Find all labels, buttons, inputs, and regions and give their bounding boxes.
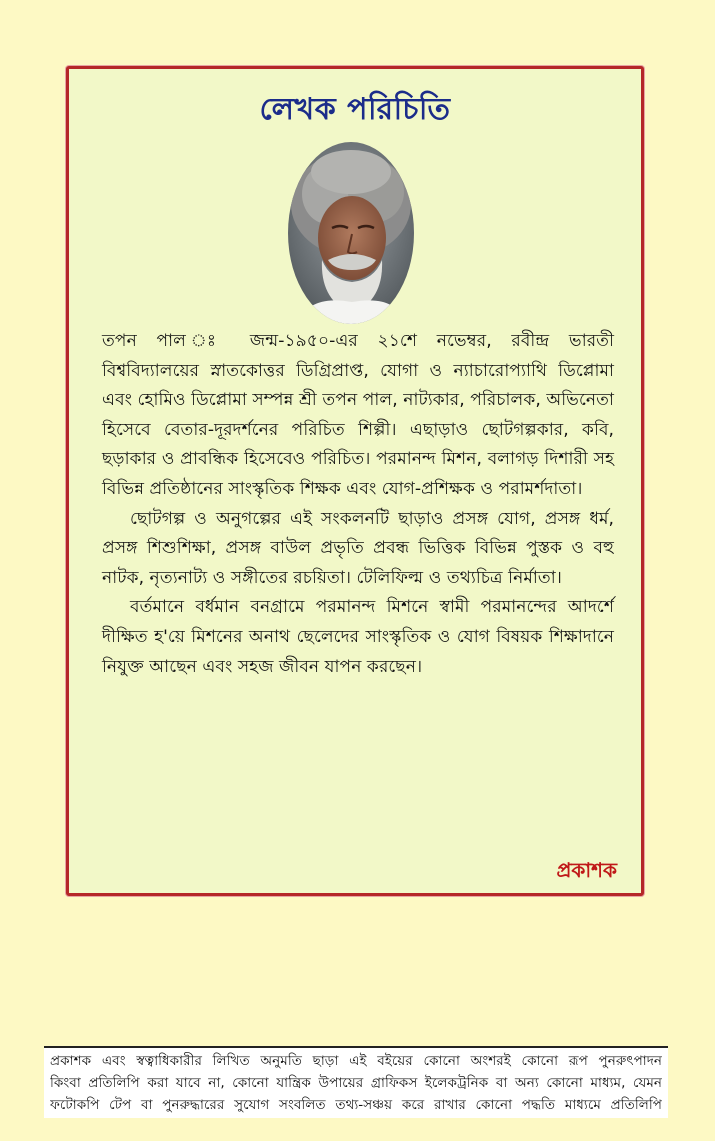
copyright-line: ফটোকপি টেপ বা পুনরুদ্ধারের সুযোগ সংবলিত তথ্য-সঞ্চয় করে রাখার কোনো পদ্ধতি মাধ্যমে প্রতিলিপি — [50, 1097, 662, 1113]
bio-paragraph: বর্তমানে বর্ধমান বনগ্রামে পরমানন্দ মিশনে স্বামী পরমানন্দের আদর্শে দীক্ষিত হ'য়ে মিশনের অনাথ ছেলেদের সাংস্কৃতিক ও যোগ বিষয়ক শিক্ষাদানে নিযুক্ত আছেন এবং সহজ জীবন যাপন করছেন। — [102, 597, 614, 677]
copyright-line: কিংবা প্রতিলিপি করা যাবে না, কোনো যান্ত্রিক উপায়ের গ্রাফিকস ইলেকট্রনিক বা অন্য কোনো মাধ্যম, যেমন — [50, 1075, 662, 1091]
page-title: লেখক পরিচিতি — [259, 92, 451, 127]
publisher-signature: প্রকাশক — [556, 858, 617, 882]
author-intro-card — [66, 66, 644, 896]
author-bio — [102, 327, 614, 682]
copyright-line: প্রকাশক এবং স্বত্বাধিকারীর লিখিত অনুমতি ছাড়া এই বইয়ের কোনো অংশরই কোনো রূপ পুনরুৎপাদন — [50, 1053, 662, 1069]
author-portrait — [288, 142, 414, 324]
copyright-notice — [44, 1046, 668, 1118]
author-photo — [288, 142, 414, 324]
bio-paragraph: ছোটগল্প ও অনুগল্পের এই সংকলনটি ছাড়াও প্রসঙ্গ যোগ, প্রসঙ্গ ধর্ম, প্রসঙ্গ শিশুশিক্ষা, প্রসঙ্গ বাউল প্রভৃতি প্রবন্ধ ভিত্তিক বিভিন্ন পুস্তক ও বহু নাটক, নৃত্যনাট্য ও সঙ্গীতের রচয়িতা। টেলিফিল্ম ও তথ্যচিত্র নির্মাতা। — [102, 508, 614, 588]
bio-paragraph: তপন পাল ঃ জন্ম-১৯৫০-এর ২১শে নভেম্বর, রবীন্দ্র ভারতী বিশ্ববিদ্যালয়ের স্নাতকোত্তর ডিগ্রিপ্রাপ্ত, যোগা ও ন্যাচারোপ্যাথি ডিপ্লোমা এবং হোমিও ডিপ্লোমা সম্পন্ন শ্রী তপন পাল, নাট্যকার, পরিচালক, অভিনেতা হিসেবে বেতার-দূরদর্শনের পরিচিত শিল্পী। এছাড়াও ছোটগল্পকার, কবি, ছড়াকার ও প্রাবন্ধিক হিসেবেও পরিচিত। পরমানন্দ মিশন, বলাগড় দিশারী সহ বিভিন্ন প্রতিষ্ঠানের সাংস্কৃতিক শিক্ষক এবং যোগ-প্রশিক্ষক ও পরামর্শদাতা। — [102, 331, 614, 499]
